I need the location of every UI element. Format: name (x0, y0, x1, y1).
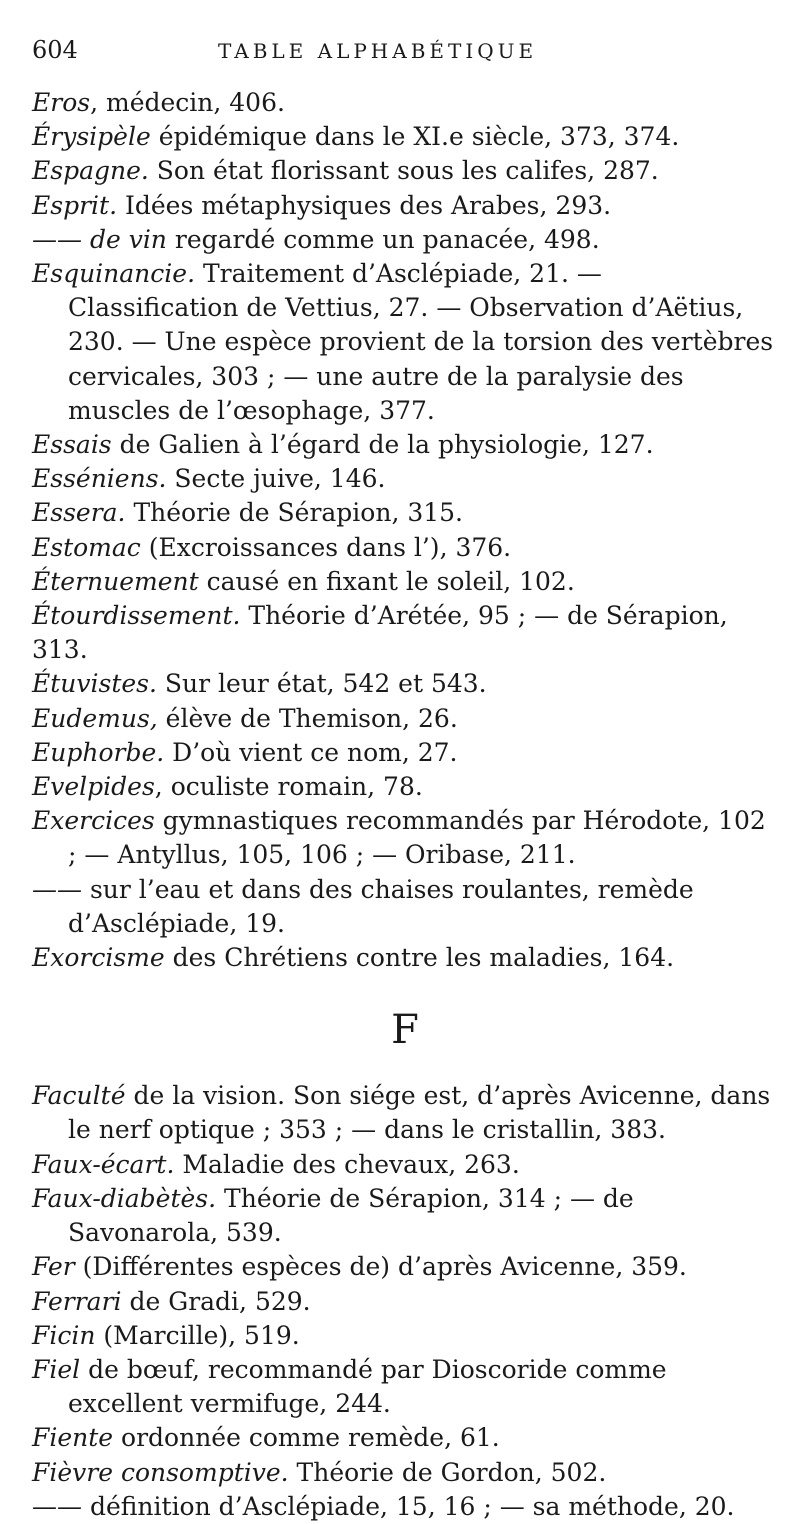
entry-term: Étourdissement. (32, 601, 241, 631)
entry-text: Maladie des chevaux, 263. (174, 1149, 520, 1179)
index-entries-e (32, 86, 778, 975)
entry-text: de bœuf, recommandé par Dioscoride comme excellent vermifuge, 244. (68, 1354, 667, 1419)
entry-text: de Gradi, 529. (121, 1286, 311, 1316)
entry-term: Exercices (32, 806, 155, 836)
entry-text: , oculiste romain, 78. (154, 772, 423, 802)
section-letter: F (391, 1007, 419, 1054)
entry-text: Secte juive, 146. (166, 464, 386, 494)
entry-text: Théorie de Gordon, 502. (288, 1457, 607, 1487)
entry-text: regardé comme un panacée, 498. (166, 224, 600, 254)
entry-term: —— (32, 874, 82, 904)
entry-term: Ficin (32, 1320, 96, 1350)
entry-term: Ferrari (32, 1286, 122, 1316)
entry-text: gymnastiques recommandés par Hérodote, 102 ; — Antyllus, 105, 106 ; — Oribase, 211. (68, 806, 766, 870)
entry-text: de Galien à l’égard de la physiologie, 127. (111, 430, 654, 460)
index-entry (32, 154, 778, 188)
index-entry (32, 1079, 778, 1147)
index-entry (32, 804, 778, 872)
entry-term: Estomac (32, 532, 141, 562)
index-entry (32, 496, 778, 530)
index-entry (32, 223, 778, 257)
entry-text: Théorie de Sérapion, 314 ; — de Savonarola, 539. (68, 1183, 634, 1248)
running-head (32, 36, 778, 86)
entry-term: Esprit. (32, 190, 118, 220)
entry-text: ordonnée comme remède, 61. (113, 1423, 500, 1453)
index-entry (32, 462, 778, 496)
index-entry (32, 1353, 778, 1421)
index-entry (32, 941, 778, 975)
entry-text: élève de Themison, 26. (157, 703, 458, 733)
entry-term: —— de vin (32, 224, 167, 254)
entry-term: Fiente (32, 1423, 114, 1453)
entry-text: de la vision. Son siége est, d’après Avicenne, dans le nerf optique ; 353 ; — dans le cristallin, 383. (68, 1081, 771, 1145)
page-number: 604 (32, 36, 78, 64)
entry-text: sur l’eau et dans des chaises roulantes, remède d’Asclépiade, 19. (68, 874, 694, 938)
entry-term: —— (32, 1491, 82, 1521)
index-entry (32, 873, 778, 941)
index-entry (32, 1250, 778, 1284)
entry-term: Éternuement (32, 566, 199, 596)
index-entry (32, 428, 778, 462)
entry-term: Esquinancie. (32, 259, 196, 289)
entry-text: Théorie d’Arétée, 95 ; — de Sérapion, 313. (32, 601, 728, 665)
entry-term: Fer (32, 1252, 75, 1282)
entry-term: Faculté (32, 1081, 126, 1111)
entry-term: Fièvre consomptive. (32, 1457, 289, 1487)
entry-term: Esséniens. (32, 464, 167, 494)
entry-term: Essera. (32, 498, 126, 528)
index-entry (32, 1148, 778, 1182)
index-entry (32, 736, 778, 770)
index-entry (32, 770, 778, 804)
entry-text: , médecin, 406. (90, 88, 285, 117)
entry-text: Sur leur état, 542 et 543. (156, 669, 487, 699)
entry-text: causé en fixant le soleil, 102. (198, 566, 575, 596)
index-entry (32, 667, 778, 701)
index-entry (32, 257, 778, 428)
index-entry (32, 599, 778, 667)
entry-term: Faux-écart. (32, 1149, 175, 1179)
entry-text: (Excroissances dans l’), 376. (140, 532, 512, 562)
index-entry (32, 702, 778, 736)
entry-term: Eudemus, (32, 703, 158, 733)
index-entry (32, 1456, 778, 1490)
entry-text: Traitement d’Asclépiade, 21. — Classification de Vettius, 27. — Observation d’Aëtius, 230. — Une espèce provient de la torsion des vertèbres cervicales, 303 ; — une autre de la paralysie des muscles de l’œsophage, 377. (68, 259, 774, 425)
entry-term: Euphorbe. (32, 737, 165, 767)
entry-text: Théorie de Sérapion, 315. (125, 498, 464, 528)
entry-term: Étuvistes. (32, 669, 157, 699)
index-entry (32, 1421, 778, 1455)
index-entry (32, 189, 778, 223)
entry-text: des Chrétiens contre les maladies, 164. (164, 943, 675, 973)
entry-term: Espagne. (32, 156, 149, 186)
entry-term: Evelpides (32, 772, 155, 802)
index-entry (32, 531, 778, 565)
index-entry (32, 565, 778, 599)
index-entry (32, 1319, 778, 1353)
index-entries-f (32, 1079, 778, 1524)
entry-term: Faux-diabètès. (32, 1183, 217, 1213)
entry-term: Fiel (32, 1354, 81, 1384)
entry-term: Érysipèle (32, 122, 151, 152)
entry-text: épidémique dans le XI.e siècle, 373, 374. (150, 122, 680, 152)
entry-text: (Différentes espèces de) d’après Avicenne, 359. (74, 1252, 687, 1282)
entry-text: Idées métaphysiques des Arabes, 293. (117, 190, 612, 220)
entry-term: Eros (32, 88, 91, 117)
entry-text: Son état florissant sous les califes, 287. (148, 156, 659, 186)
page-title: TABLE ALPHABÉTIQUE (218, 39, 538, 63)
index-entry (32, 120, 778, 154)
index-entry (32, 1285, 778, 1319)
entry-term: Essais (32, 430, 112, 460)
entry-text: définition d’Asclépiade, 15, 16 ; — sa méthode, 20. (82, 1491, 735, 1521)
entry-text: D’où vient ce nom, 27. (164, 737, 458, 767)
entry-text: (Marcille), 519. (95, 1320, 300, 1350)
entry-term: Exorcisme (32, 943, 165, 973)
index-entry (32, 1490, 778, 1524)
index-entry (32, 1182, 778, 1250)
index-entry (32, 86, 778, 120)
